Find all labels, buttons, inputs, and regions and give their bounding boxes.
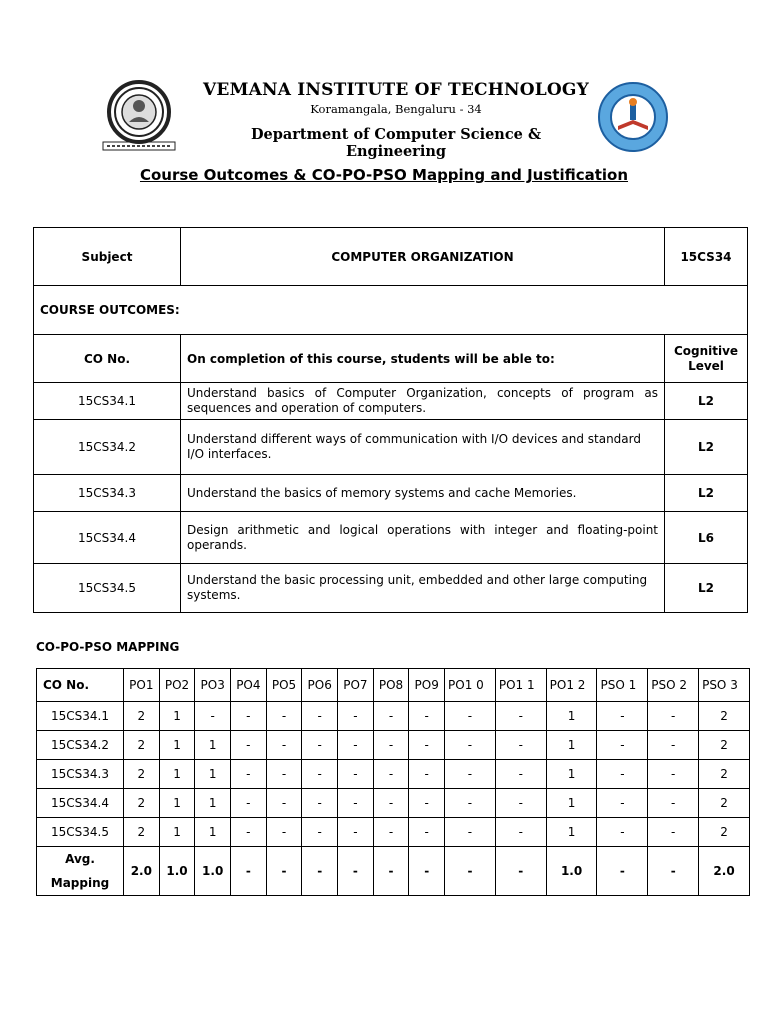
co-row — [34, 420, 748, 475]
mapping-cell: 2 — [699, 818, 750, 847]
course-outcomes-table — [33, 227, 748, 613]
mapping-row — [37, 818, 750, 847]
mapping-cell: - — [231, 702, 267, 731]
mapping-cell: - — [266, 760, 302, 789]
co-number: 15CS34.5 — [34, 564, 181, 613]
mapping-cell: 1 — [159, 789, 195, 818]
mapping-header-cell: PO7 — [338, 669, 374, 702]
co-level: L2 — [665, 564, 748, 613]
avg-mapping-row — [37, 847, 750, 896]
mapping-cell: - — [495, 731, 546, 760]
mapping-cell: 1 — [159, 760, 195, 789]
mapping-cell: 2 — [124, 702, 160, 731]
mapping-header-row — [37, 669, 750, 702]
mapping-cell: - — [445, 731, 496, 760]
institute-seal-logo — [95, 78, 195, 152]
co-number: 15CS34.4 — [34, 512, 181, 564]
mapping-cell: - — [373, 731, 409, 760]
mapping-header-cell: PO1 1 — [495, 669, 546, 702]
mapping-cell: - — [338, 731, 374, 760]
co-level: L2 — [665, 475, 748, 512]
mapping-cell: - — [597, 818, 648, 847]
mapping-cell: - — [597, 702, 648, 731]
mapping-cell: - — [648, 760, 699, 789]
mapping-header-cell: PO4 — [231, 669, 267, 702]
mapping-cell: - — [231, 789, 267, 818]
mapping-cell: - — [338, 818, 374, 847]
mapping-cell: - — [409, 702, 445, 731]
mapping-cell: - — [495, 702, 546, 731]
document-title: Course Outcomes & CO-PO-PSO Mapping and Justification — [139, 166, 629, 184]
mapping-cell: - — [231, 760, 267, 789]
mapping-cell: - — [409, 760, 445, 789]
mapping-cell: 1 — [546, 702, 597, 731]
co-description: Design arithmetic and logical operations with integer and floating-point operands. — [181, 512, 665, 564]
mapping-cell: - — [302, 789, 338, 818]
co-row — [34, 512, 748, 564]
department-name: Department of Computer Science & Engineering — [250, 126, 542, 160]
mapping-heading: CO-PO-PSO MAPPING — [36, 640, 180, 654]
mapping-row — [37, 789, 750, 818]
mapping-cell: - — [266, 702, 302, 731]
mapping-header-cell: PO6 — [302, 669, 338, 702]
mapping-cell: - — [597, 789, 648, 818]
mapping-cell: - — [445, 789, 496, 818]
mapping-cell: - — [373, 702, 409, 731]
mapping-cell: - — [266, 818, 302, 847]
mapping-header-cell: PSO 3 — [699, 669, 750, 702]
co-level: L6 — [665, 512, 748, 564]
subject-label: Subject — [34, 228, 181, 286]
mapping-cell: - — [266, 789, 302, 818]
mapping-header-cell: CO No. — [37, 669, 124, 702]
mapping-cell: - — [338, 760, 374, 789]
mapping-cell: - — [445, 818, 496, 847]
mapping-cell: 2 — [124, 789, 160, 818]
avg-mapping-cell: - — [409, 847, 445, 896]
mapping-cell: - — [495, 760, 546, 789]
cognitive-level-header: Cognitive Level — [665, 335, 748, 383]
co-po-pso-mapping-table — [36, 668, 750, 896]
subject-name: COMPUTER ORGANIZATION — [181, 228, 665, 286]
avg-mapping-cell: - — [373, 847, 409, 896]
institute-address: Koramangala, Bengaluru - 34 — [310, 102, 482, 116]
mapping-cell: 2 — [699, 702, 750, 731]
avg-mapping-cell: - — [266, 847, 302, 896]
co-description: Understand basics of Computer Organization, concepts of program as sequences and operation of computers. — [181, 383, 665, 420]
avg-mapping-cell: 1.0 — [159, 847, 195, 896]
avg-mapping-cell: 1.0 — [546, 847, 597, 896]
mapping-cell: - — [597, 731, 648, 760]
mapping-cell: - — [302, 760, 338, 789]
mapping-cell: 1 — [159, 818, 195, 847]
mapping-cell: - — [266, 731, 302, 760]
mapping-co-number: 15CS34.3 — [37, 760, 124, 789]
mapping-cell: 2 — [124, 760, 160, 789]
mapping-cell: - — [302, 818, 338, 847]
mapping-co-number: 15CS34.1 — [37, 702, 124, 731]
institute-name: VEMANA INSTITUTE OF TECHNOLOGY — [203, 80, 589, 100]
avg-mapping-cell: 1.0 — [195, 847, 231, 896]
mapping-cell: - — [302, 731, 338, 760]
mapping-cell: 1 — [546, 760, 597, 789]
mapping-cell: - — [495, 818, 546, 847]
co-description-header: On completion of this course, students will be able to: — [181, 335, 665, 383]
mapping-cell: - — [648, 789, 699, 818]
co-row — [34, 475, 748, 512]
mapping-header-cell: PO8 — [373, 669, 409, 702]
mapping-header-cell: PO9 — [409, 669, 445, 702]
mapping-cell: - — [302, 702, 338, 731]
mapping-cell: 2 — [699, 760, 750, 789]
avg-mapping-cell: - — [231, 847, 267, 896]
mapping-cell: 1 — [546, 731, 597, 760]
avg-mapping-cell: - — [445, 847, 496, 896]
mapping-header-cell: PO5 — [266, 669, 302, 702]
mapping-cell: - — [495, 789, 546, 818]
course-outcomes-heading: COURSE OUTCOMES: — [34, 286, 748, 335]
mapping-cell: - — [338, 702, 374, 731]
mapping-row — [37, 731, 750, 760]
mapping-cell: 1 — [546, 789, 597, 818]
mapping-row — [37, 760, 750, 789]
co-number: 15CS34.1 — [34, 383, 181, 420]
mapping-row — [37, 702, 750, 731]
avg-mapping-cell: - — [338, 847, 374, 896]
mapping-header-cell: PO1 — [124, 669, 160, 702]
mapping-cell: - — [195, 702, 231, 731]
mapping-cell: 1 — [195, 818, 231, 847]
avg-mapping-cell: - — [648, 847, 699, 896]
mapping-cell: - — [231, 818, 267, 847]
co-number: 15CS34.3 — [34, 475, 181, 512]
mapping-header-cell: PO2 — [159, 669, 195, 702]
avg-mapping-cell: 2.0 — [124, 847, 160, 896]
co-level: L2 — [665, 383, 748, 420]
department-logo — [592, 80, 674, 154]
mapping-cell: - — [373, 789, 409, 818]
avg-mapping-cell: - — [302, 847, 338, 896]
mapping-cell: - — [648, 818, 699, 847]
co-level: L2 — [665, 420, 748, 475]
mapping-cell: - — [597, 760, 648, 789]
mapping-cell: 2 — [124, 731, 160, 760]
letterhead — [95, 74, 680, 158]
mapping-cell: 2 — [699, 789, 750, 818]
mapping-cell: - — [445, 702, 496, 731]
mapping-header-cell: PSO 1 — [597, 669, 648, 702]
co-row — [34, 383, 748, 420]
mapping-cell: 1 — [159, 731, 195, 760]
co-description: Understand the basics of memory systems and cache Memories. — [181, 475, 665, 512]
mapping-cell: - — [409, 731, 445, 760]
mapping-header-cell: PO3 — [195, 669, 231, 702]
mapping-cell: - — [338, 789, 374, 818]
mapping-cell: 1 — [159, 702, 195, 731]
mapping-cell: 2 — [699, 731, 750, 760]
avg-mapping-cell: - — [597, 847, 648, 896]
avg-mapping-label: Avg. Mapping — [37, 847, 124, 896]
mapping-cell: - — [373, 818, 409, 847]
mapping-cell: - — [231, 731, 267, 760]
mapping-header-cell: PO1 2 — [546, 669, 597, 702]
mapping-cell: 1 — [546, 818, 597, 847]
co-description: Understand different ways of communication with I/O devices and standard I/O interfaces. — [181, 420, 665, 475]
mapping-co-number: 15CS34.4 — [37, 789, 124, 818]
mapping-cell: - — [373, 760, 409, 789]
mapping-cell: 1 — [195, 760, 231, 789]
co-row — [34, 564, 748, 613]
mapping-co-number: 15CS34.5 — [37, 818, 124, 847]
mapping-header-cell: PO1 0 — [445, 669, 496, 702]
mapping-cell: - — [648, 702, 699, 731]
mapping-co-number: 15CS34.2 — [37, 731, 124, 760]
mapping-cell: 1 — [195, 731, 231, 760]
co-number-header: CO No. — [34, 335, 181, 383]
avg-mapping-cell: - — [495, 847, 546, 896]
mapping-cell: - — [648, 731, 699, 760]
subject-code: 15CS34 — [665, 228, 748, 286]
co-number: 15CS34.2 — [34, 420, 181, 475]
mapping-header-cell: PSO 2 — [648, 669, 699, 702]
mapping-cell: - — [445, 760, 496, 789]
mapping-cell: 1 — [195, 789, 231, 818]
mapping-cell: - — [409, 789, 445, 818]
co-description: Understand the basic processing unit, embedded and other large computing systems. — [181, 564, 665, 613]
mapping-cell: 2 — [124, 818, 160, 847]
mapping-cell: - — [409, 818, 445, 847]
avg-mapping-cell: 2.0 — [699, 847, 750, 896]
